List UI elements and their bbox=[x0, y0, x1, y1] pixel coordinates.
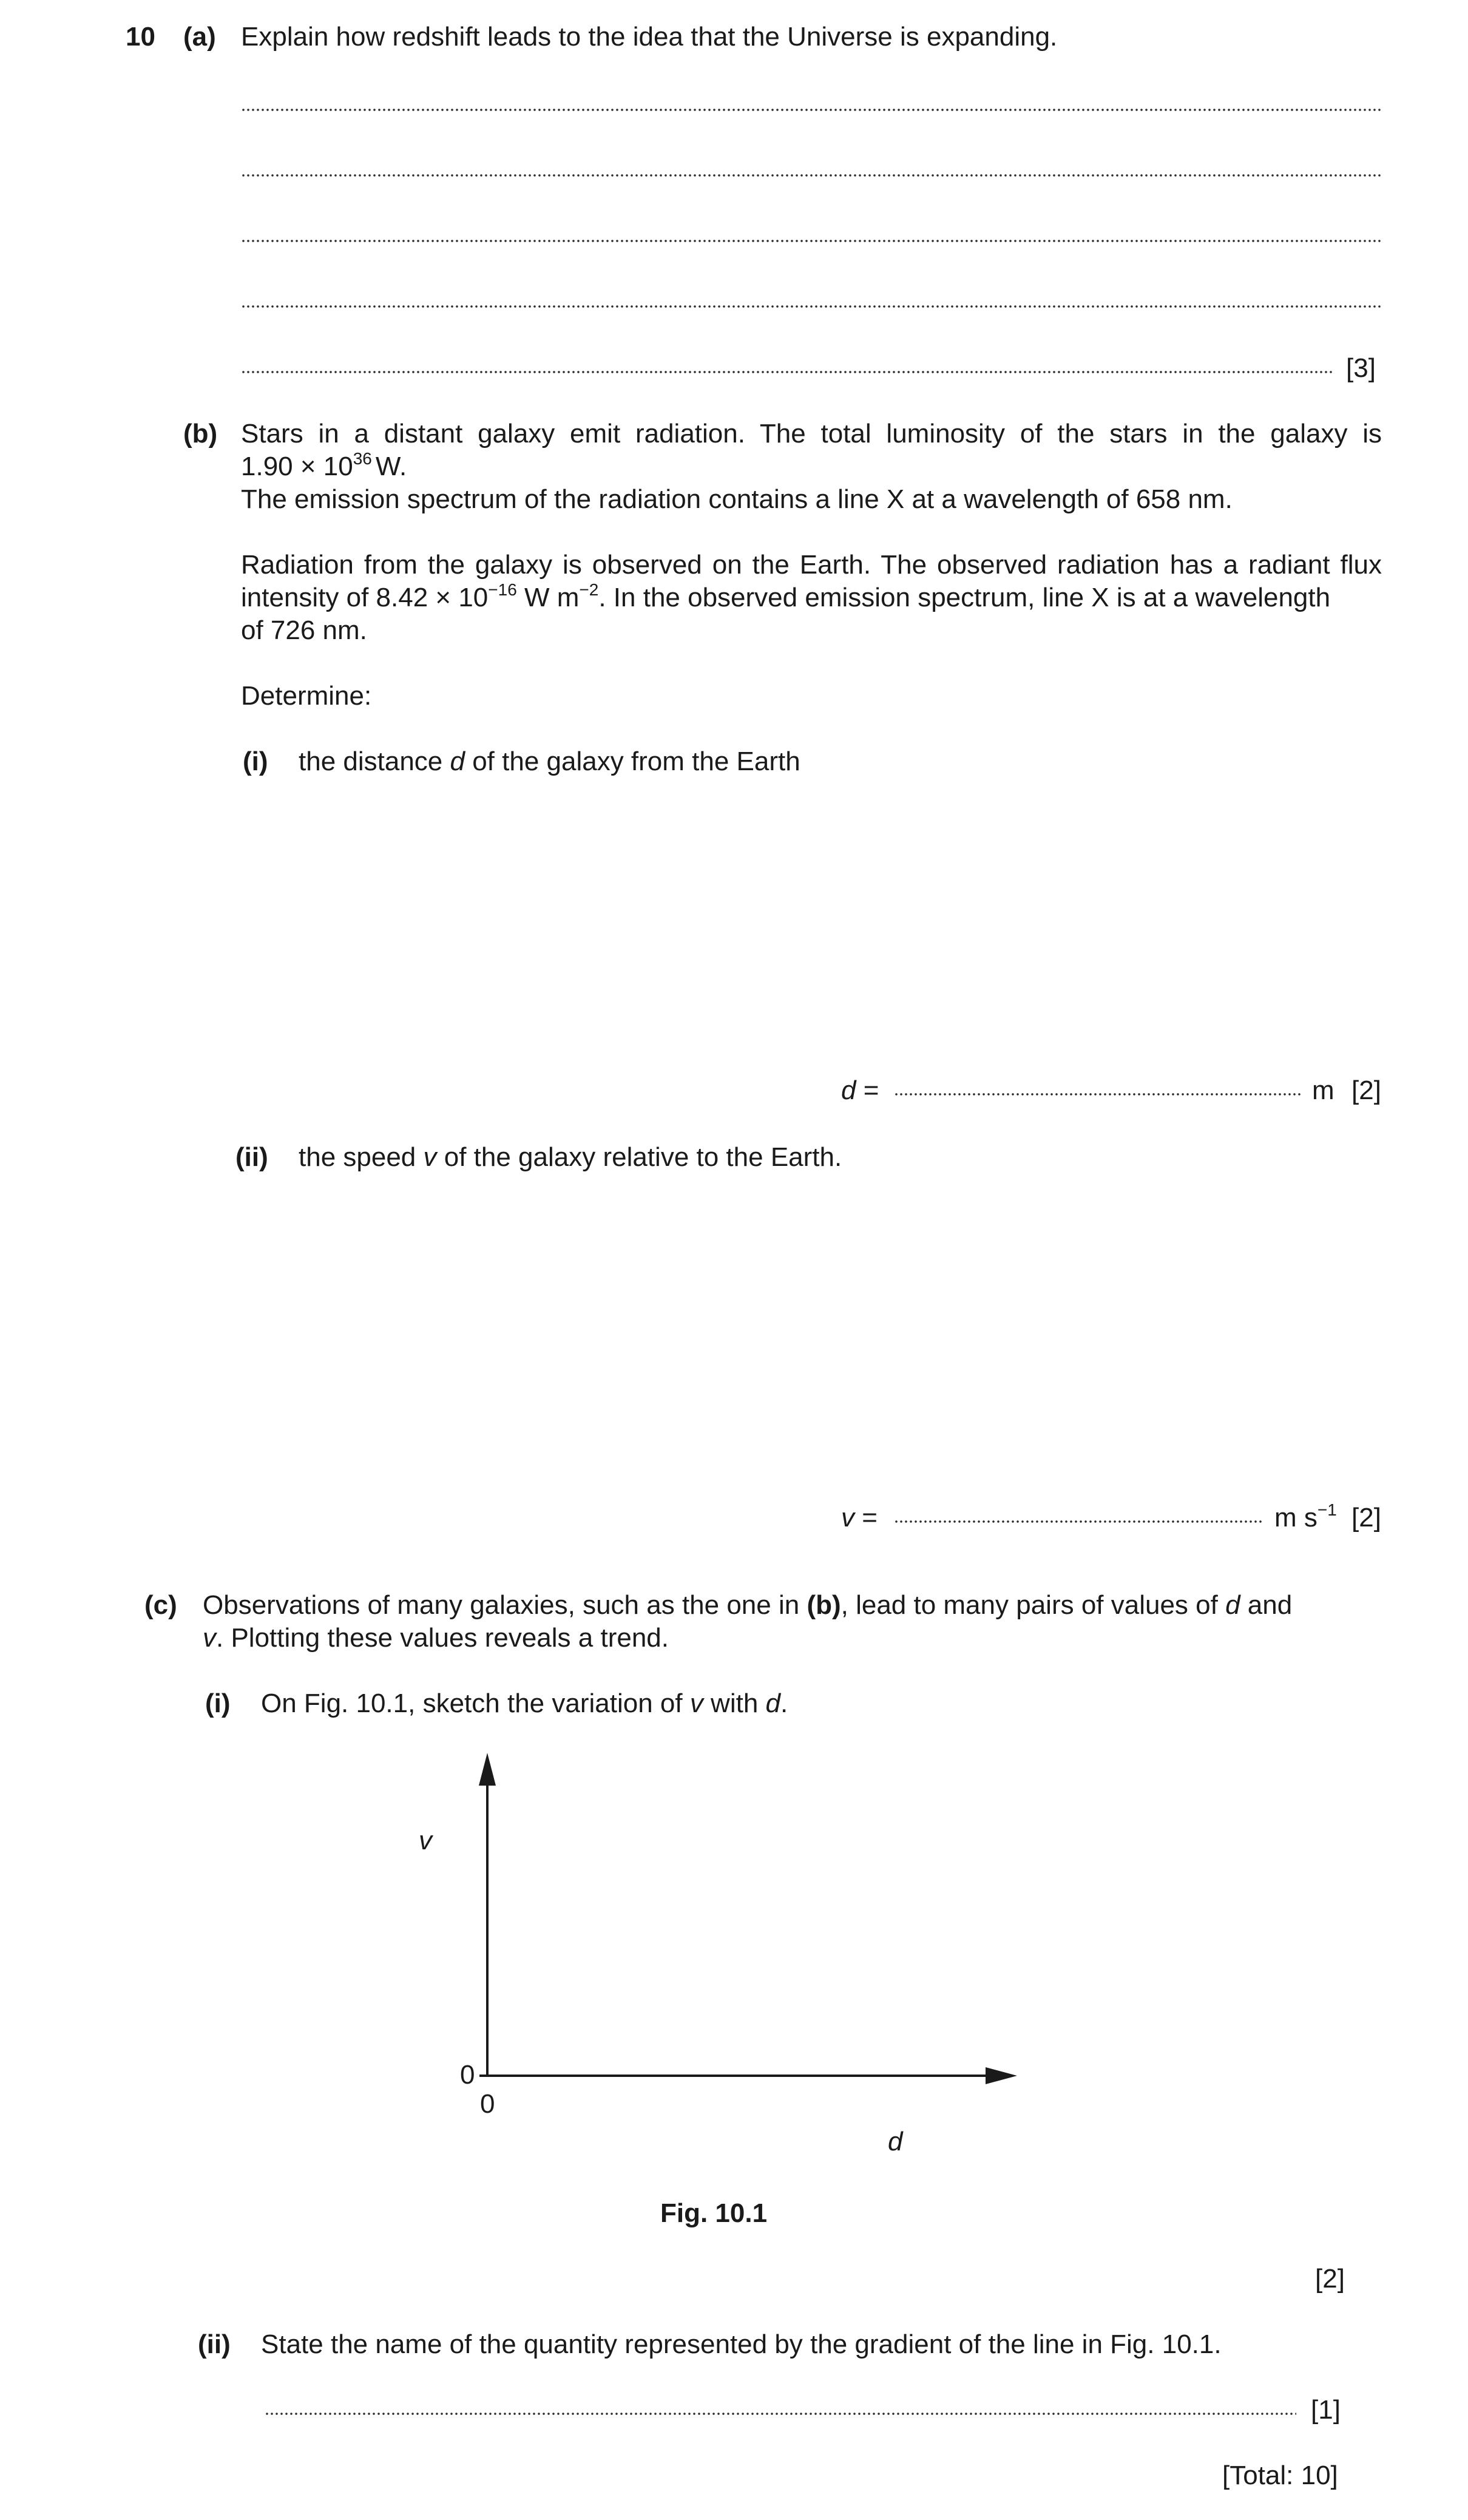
y-axis-arrowhead bbox=[479, 1753, 496, 1786]
part-b-line-4: Radiation from the galaxy is observed on the Earth. The observed radiation has a radiant flux bbox=[241, 550, 1382, 580]
distance-unit: m bbox=[1312, 1075, 1334, 1105]
c-line1-mid: , lead to many pairs of values of bbox=[841, 1590, 1226, 1620]
c-line1-var: d bbox=[1225, 1590, 1240, 1620]
part-c-ii-question: State the name of the quantity represented by the gradient of the line in Fig. 10.1. bbox=[261, 2329, 1222, 2359]
part-c-ii-marks: [1] bbox=[1311, 2395, 1341, 2425]
distance-eq: = bbox=[856, 1075, 879, 1105]
part-c-i-label: (i) bbox=[205, 1688, 231, 1718]
luminosity-value: 1.90 × 10 bbox=[241, 452, 353, 481]
speed-var: v bbox=[841, 1503, 854, 1533]
question-number: 10 bbox=[126, 22, 155, 52]
c-line1-post: and bbox=[1240, 1590, 1293, 1620]
part-b-i-marks: [2] bbox=[1351, 1075, 1381, 1105]
part-b-line-1: Stars in a distant galaxy emit radiation. The total luminosity of the stars in the galaxy is bbox=[241, 419, 1382, 449]
c-i-text-post: . bbox=[780, 1688, 788, 1718]
x-origin-label: 0 bbox=[480, 2089, 495, 2119]
c-line2-var: v bbox=[203, 1623, 216, 1653]
y-origin-label: 0 bbox=[460, 2060, 475, 2090]
c-line1-pre: Observations of many galaxies, such as the one in bbox=[203, 1590, 807, 1620]
flux-exp-2: −2 bbox=[579, 580, 599, 600]
speed-unit-exp: −1 bbox=[1317, 1500, 1337, 1520]
part-b-determine: Determine: bbox=[241, 681, 372, 711]
luminosity-unit: W. bbox=[375, 452, 407, 481]
b-ii-text-post: of the galaxy relative to the Earth. bbox=[436, 1142, 842, 1172]
flux-post: . In the observed emission spectrum, line X is at a wavelength bbox=[598, 583, 1331, 612]
y-axis-label: v bbox=[419, 1826, 432, 1855]
speed-unit-base: m s bbox=[1274, 1503, 1317, 1533]
answer-line-c-ii[interactable] bbox=[265, 2412, 1296, 2416]
figure-caption: Fig. 10.1 bbox=[660, 2198, 768, 2228]
part-c-label: (c) bbox=[144, 1590, 177, 1620]
part-b-ii-marks: [2] bbox=[1351, 1503, 1381, 1533]
c-line1-ref: (b) bbox=[807, 1590, 841, 1620]
x-axis-label: d bbox=[888, 2127, 903, 2156]
luminosity-exponent: 36 bbox=[353, 449, 372, 469]
b-ii-var: v bbox=[423, 1142, 437, 1172]
part-a-marks: [3] bbox=[1346, 353, 1376, 383]
distance-var: d bbox=[841, 1075, 856, 1105]
c-i-text-pre: On Fig. 10.1, sketch the variation of bbox=[261, 1688, 690, 1718]
flux-unit: W m bbox=[516, 583, 580, 612]
part-a-question: Explain how redshift leads to the idea that the Universe is expanding. bbox=[241, 22, 1058, 52]
c-i-var1: v bbox=[689, 1688, 703, 1718]
b-i-text-pre: the distance bbox=[299, 747, 450, 776]
flux-exp-1: −16 bbox=[488, 580, 517, 600]
part-b-line-3: The emission spectrum of the radiation contains a line X at a wavelength of 658 nm. bbox=[241, 484, 1233, 514]
speed-eq: = bbox=[854, 1503, 878, 1533]
part-b-ii-label: (ii) bbox=[235, 1142, 268, 1172]
part-c-i-marks: [2] bbox=[1315, 2264, 1345, 2294]
total-marks: [Total: 10] bbox=[1222, 2461, 1338, 2490]
b-ii-text-pre: the speed bbox=[299, 1142, 424, 1172]
c-line2-post: . Plotting these values reveals a trend. bbox=[216, 1623, 669, 1653]
b-i-text-post: of the galaxy from the Earth bbox=[464, 747, 800, 776]
part-b-i-label: (i) bbox=[243, 747, 268, 776]
part-b-line-6: of 726 nm. bbox=[241, 615, 367, 645]
part-a-label: (a) bbox=[183, 22, 216, 52]
c-i-text-mid: with bbox=[703, 1688, 766, 1718]
part-b-label: (b) bbox=[183, 419, 218, 449]
x-axis-arrowhead bbox=[986, 2067, 1017, 2084]
part-c-ii-label: (ii) bbox=[198, 2329, 231, 2359]
flux-pre: intensity of 8.42 × 10 bbox=[241, 583, 489, 612]
b-i-var: d bbox=[450, 747, 465, 776]
c-i-var2: d bbox=[765, 1688, 781, 1718]
